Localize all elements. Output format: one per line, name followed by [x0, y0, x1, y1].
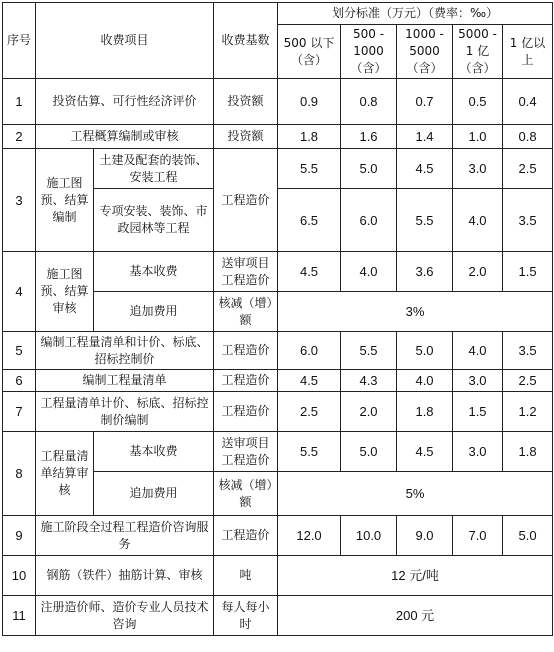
rate-cell: 1.2 — [503, 392, 553, 432]
rate-cell: 3.0 — [453, 432, 503, 472]
table-row — [3, 516, 553, 556]
row-seq: 10 — [3, 556, 36, 596]
rate-cell: 4.5 — [278, 252, 341, 292]
table-row — [3, 252, 553, 292]
header-tier: 1000 - 5000（含） — [397, 25, 453, 79]
header-tier: 500 以下（含） — [278, 25, 341, 79]
row-seq: 4 — [3, 252, 36, 332]
rate-cell: 4.5 — [278, 370, 341, 392]
rate-cell: 5.5 — [341, 332, 397, 370]
rate-cell: 3.0 — [453, 149, 503, 189]
rate-cell: 6.0 — [278, 332, 341, 370]
row-base: 吨 — [214, 556, 278, 596]
header-tier-group: 划分标准（万元）（费率：‰） — [278, 3, 553, 25]
rate-cell: 10.0 — [341, 516, 397, 556]
row-item: 工程量清单结算审核 — [36, 432, 94, 516]
rate-cell: 9.0 — [397, 516, 453, 556]
rate-cell: 4.0 — [453, 332, 503, 370]
rate-cell: 1.5 — [503, 252, 553, 292]
row-base: 投资额 — [214, 125, 278, 149]
rate-cell: 4.3 — [341, 370, 397, 392]
rate-cell: 5.0 — [341, 149, 397, 189]
row-item: 工程概算编制或审核 — [36, 125, 214, 149]
table-row — [3, 392, 553, 432]
header-seq: 序号 — [3, 3, 36, 79]
table-row — [3, 370, 553, 392]
rate-cell: 4.0 — [397, 370, 453, 392]
merged-rate-cell: 200 元 — [278, 596, 553, 636]
rate-cell: 2.0 — [341, 392, 397, 432]
row-seq: 9 — [3, 516, 36, 556]
rate-cell: 5.5 — [278, 149, 341, 189]
row-subitem: 追加费用 — [94, 472, 214, 516]
rate-cell: 0.8 — [341, 79, 397, 125]
row-seq: 1 — [3, 79, 36, 125]
merged-rate-cell: 5% — [278, 472, 553, 516]
rate-cell: 3.5 — [503, 189, 553, 252]
rate-cell: 5.0 — [397, 332, 453, 370]
rate-cell: 5.0 — [341, 432, 397, 472]
row-item: 施工图预、结算编制 — [36, 149, 94, 252]
rate-cell: 2.5 — [503, 149, 553, 189]
rate-cell: 3.0 — [453, 370, 503, 392]
rate-cell: 2.0 — [453, 252, 503, 292]
header-base: 收费基数 — [214, 3, 278, 79]
row-base: 工程造价 — [214, 370, 278, 392]
rate-cell: 0.4 — [503, 79, 553, 125]
rate-cell: 1.5 — [453, 392, 503, 432]
row-base: 投资额 — [214, 79, 278, 125]
rate-cell: 7.0 — [453, 516, 503, 556]
row-seq: 2 — [3, 125, 36, 149]
row-item: 编制工程量清单 — [36, 370, 214, 392]
row-item: 工程量清单计价、标底、招标控制价编制 — [36, 392, 214, 432]
table-row — [3, 79, 553, 125]
row-seq: 5 — [3, 332, 36, 370]
fee-standard-table — [2, 2, 553, 636]
row-subitem: 专项安装、装饰、市政园林等工程 — [94, 189, 214, 252]
rate-cell: 3.5 — [503, 332, 553, 370]
rate-cell: 1.8 — [503, 432, 553, 472]
rate-cell: 5.5 — [278, 432, 341, 472]
row-item: 注册造价师、造价专业人员技术咨询 — [36, 596, 214, 636]
merged-rate-cell: 3% — [278, 292, 553, 332]
rate-cell: 0.5 — [453, 79, 503, 125]
rate-cell: 0.8 — [503, 125, 553, 149]
rate-cell: 6.5 — [278, 189, 341, 252]
rate-cell: 1.6 — [341, 125, 397, 149]
rate-cell: 5.5 — [397, 189, 453, 252]
row-item: 编制工程量清单和计价、标底、招标控制价 — [36, 332, 214, 370]
row-base: 工程造价 — [214, 149, 278, 252]
table-row — [3, 332, 553, 370]
rate-cell: 2.5 — [278, 392, 341, 432]
merged-rate-cell: 12 元/吨 — [278, 556, 553, 596]
rate-cell: 2.5 — [503, 370, 553, 392]
header-item: 收费项目 — [36, 3, 214, 79]
row-seq: 8 — [3, 432, 36, 516]
header-row-1 — [3, 3, 553, 25]
row-seq: 6 — [3, 370, 36, 392]
table-row — [3, 596, 553, 636]
rate-cell: 3.6 — [397, 252, 453, 292]
table-row — [3, 432, 553, 472]
row-base: 核减（增）额 — [214, 472, 278, 516]
rate-cell: 0.7 — [397, 79, 453, 125]
row-item: 投资估算、可行性经济评价 — [36, 79, 214, 125]
rate-cell: 4.5 — [397, 432, 453, 472]
row-base: 工程造价 — [214, 392, 278, 432]
row-base: 送审项目工程造价 — [214, 432, 278, 472]
row-base: 工程造价 — [214, 332, 278, 370]
row-seq: 7 — [3, 392, 36, 432]
rate-cell: 4.5 — [397, 149, 453, 189]
rate-cell: 1.0 — [453, 125, 503, 149]
rate-cell: 5.0 — [503, 516, 553, 556]
header-tier: 5000 - 1 亿（含） — [453, 25, 503, 79]
row-base: 核减（增）额 — [214, 292, 278, 332]
row-item: 钢筋（铁件）抽筋计算、审核 — [36, 556, 214, 596]
row-item: 施工阶段全过程工程造价咨询服务 — [36, 516, 214, 556]
rate-cell: 1.8 — [397, 392, 453, 432]
row-seq: 3 — [3, 149, 36, 252]
header-tier: 500 - 1000（含） — [341, 25, 397, 79]
row-item: 施工图预、结算审核 — [36, 252, 94, 332]
row-subitem: 土建及配套的装饰、安装工程 — [94, 149, 214, 189]
row-base: 工程造价 — [214, 516, 278, 556]
row-base: 送审项目工程造价 — [214, 252, 278, 292]
header-tier: 1 亿以上 — [503, 25, 553, 79]
row-seq: 11 — [3, 596, 36, 636]
rate-cell: 6.0 — [341, 189, 397, 252]
rate-cell: 1.4 — [397, 125, 453, 149]
row-subitem: 追加费用 — [94, 292, 214, 332]
table-row — [3, 556, 553, 596]
rate-cell: 0.9 — [278, 79, 341, 125]
table-row — [3, 149, 553, 189]
row-base: 每人每小时 — [214, 596, 278, 636]
row-subitem: 基本收费 — [94, 432, 214, 472]
rate-cell: 12.0 — [278, 516, 341, 556]
rate-cell: 1.8 — [278, 125, 341, 149]
rate-cell: 4.0 — [453, 189, 503, 252]
table-row — [3, 125, 553, 149]
row-subitem: 基本收费 — [94, 252, 214, 292]
rate-cell: 4.0 — [341, 252, 397, 292]
